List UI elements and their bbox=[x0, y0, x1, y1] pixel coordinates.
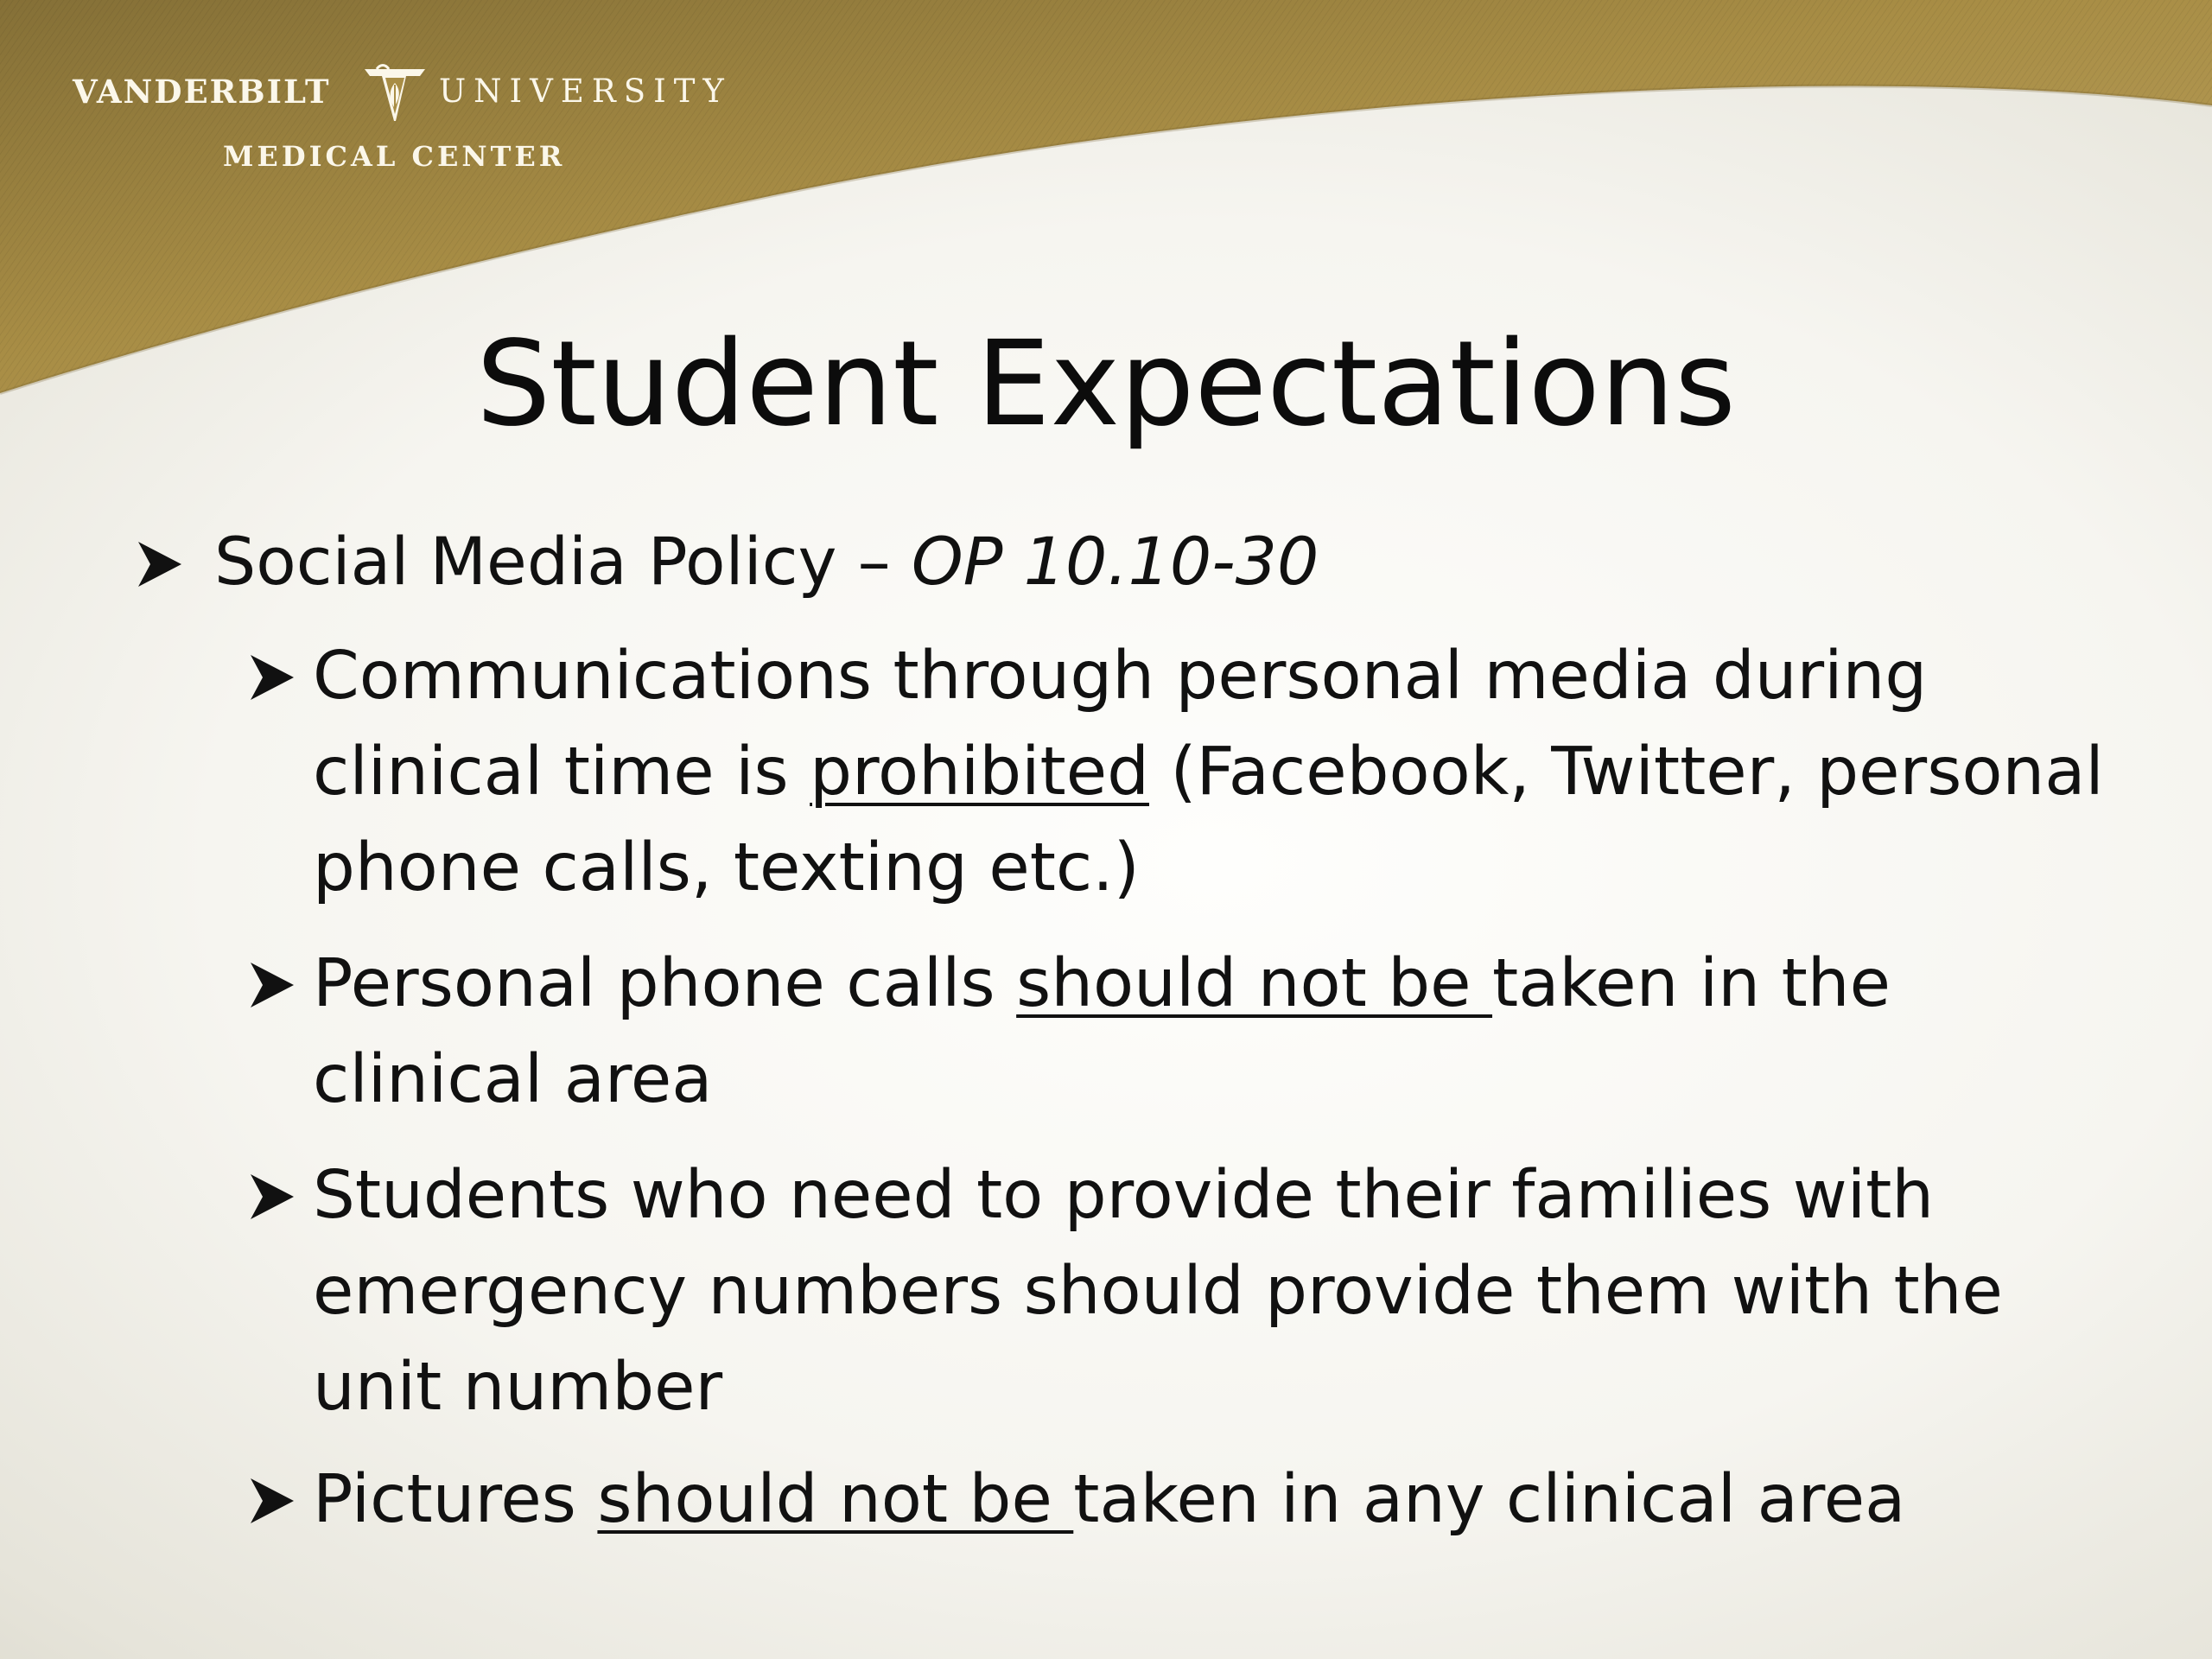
vanderbilt-logo bbox=[73, 60, 732, 181]
logo-medical-center: MEDICAL CENTER bbox=[223, 140, 566, 173]
bullet-communications bbox=[313, 628, 2127, 916]
logo-line-1 bbox=[73, 69, 732, 121]
bullet-text: Communications through personal media during clinical time is bbox=[313, 638, 1928, 810]
bullet-text-tail: (Facebook, Twitter, personal phone calls, texting etc.) bbox=[313, 734, 2104, 906]
policy-code: OP 10.10-30 bbox=[911, 523, 1319, 600]
bullet-personal-phone-calls bbox=[313, 936, 2127, 1128]
logo-wordmark-university: UNIVERSITY bbox=[439, 73, 732, 110]
arrowhead-bullet-icon bbox=[249, 653, 296, 702]
emphasis-should-not-be: should not be bbox=[1016, 945, 1493, 1022]
logo-wordmark-vanderbilt: VANDERBILT bbox=[73, 73, 331, 111]
policy-label: Social Media Policy – bbox=[214, 523, 912, 600]
slide-title: Student Expectations bbox=[476, 316, 1736, 453]
bullet-text: Pictures bbox=[313, 1461, 598, 1538]
bullet-social-media-policy bbox=[214, 513, 1856, 609]
arrowhead-bullet-icon bbox=[249, 1173, 296, 1221]
bullet-text-tail: taken in any clinical area bbox=[1073, 1461, 1906, 1538]
oak-leaf-v-logo-icon bbox=[359, 64, 430, 128]
bullet-text: Students who need to provide their families with emergency numbers should provide them with the unit number bbox=[313, 1157, 2003, 1426]
arrowhead-bullet-icon bbox=[137, 540, 183, 588]
bullet-text: Personal phone calls bbox=[313, 945, 1017, 1022]
bullet-pictures bbox=[313, 1452, 2127, 1548]
bullet-emergency-numbers bbox=[313, 1147, 2127, 1435]
arrowhead-bullet-icon bbox=[249, 1477, 296, 1525]
arrowhead-bullet-icon bbox=[249, 961, 296, 1009]
emphasis-should-not-be: should not be bbox=[597, 1461, 1074, 1538]
emphasis-prohibited: prohibited bbox=[810, 734, 1149, 810]
bullet-text-tail: taken in the clinical area bbox=[313, 945, 1891, 1118]
